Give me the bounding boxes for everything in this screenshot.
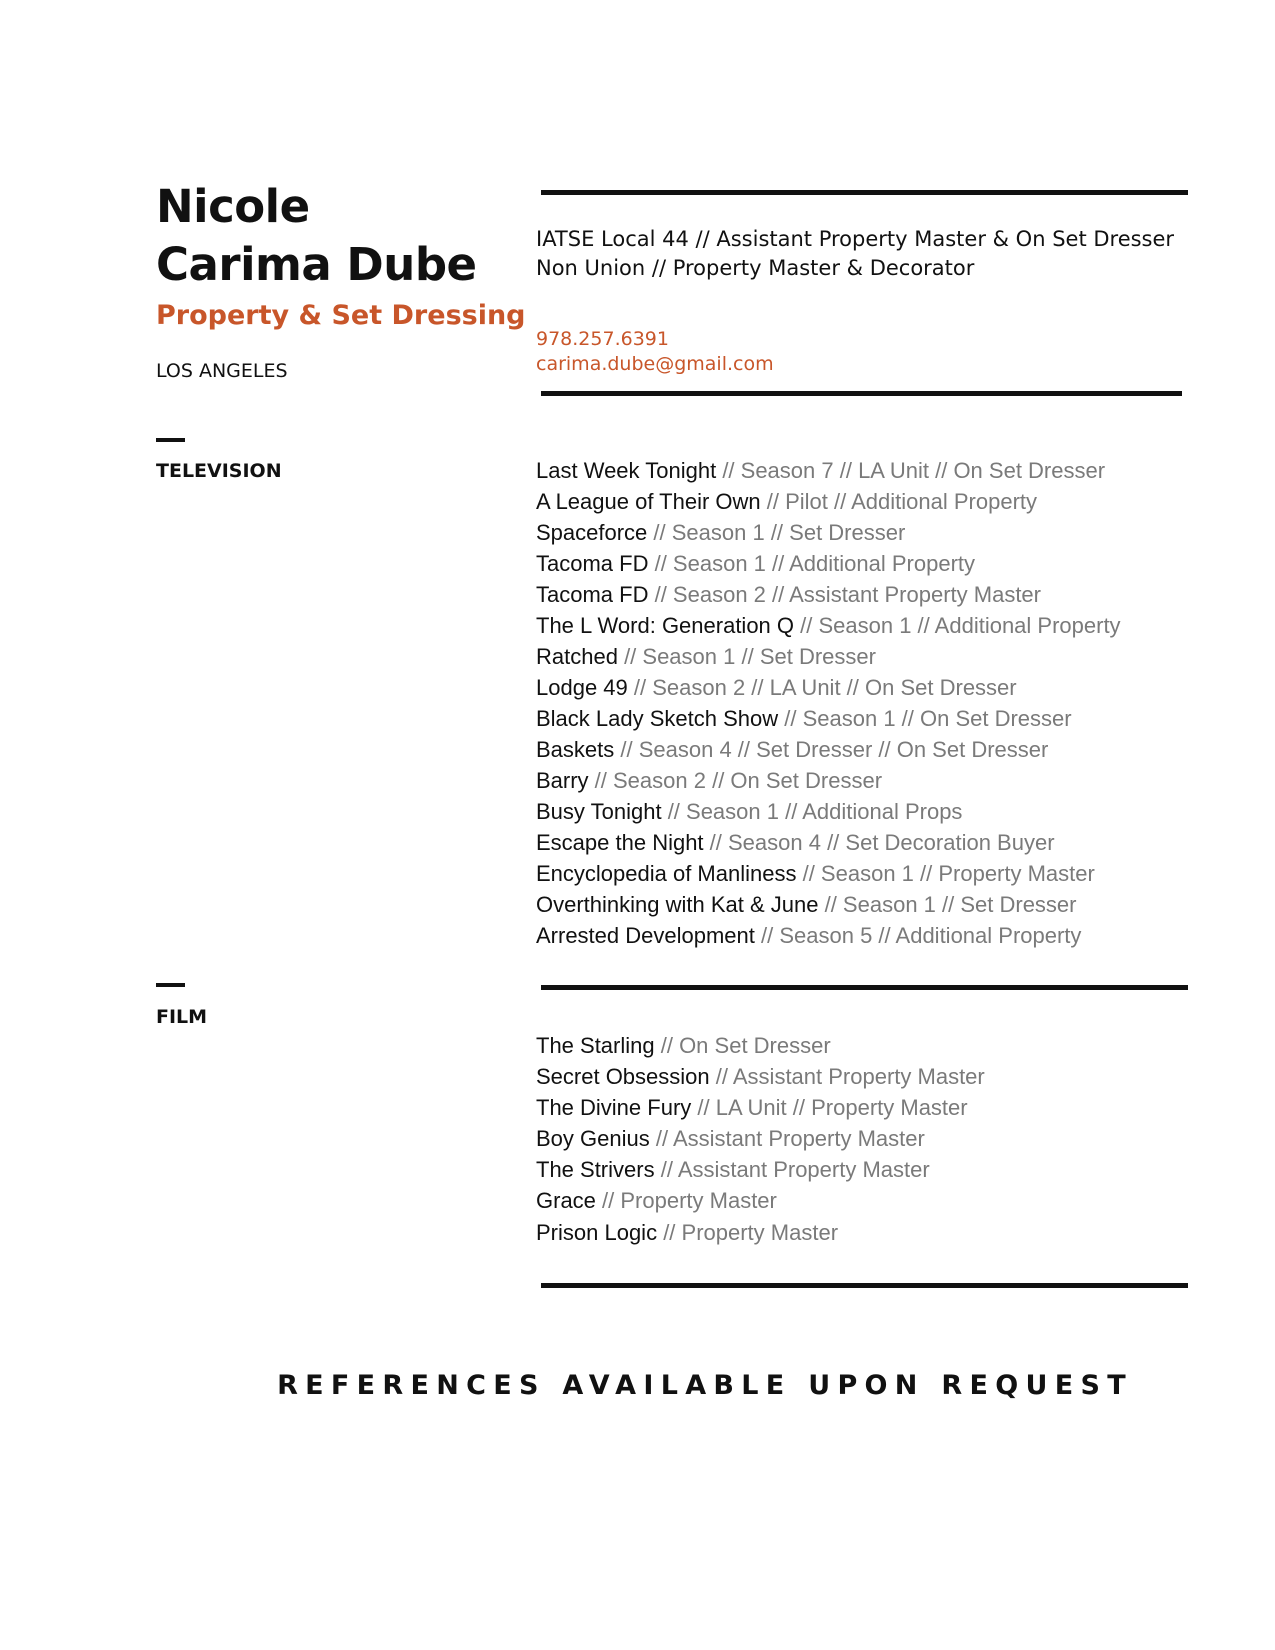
- film-credit-title: Grace: [536, 1188, 596, 1214]
- television-credit: [536, 889, 1121, 920]
- television-credit: [536, 765, 1121, 796]
- television-credit-detail: // Season 2 // On Set Dresser: [588, 768, 883, 793]
- television-credit-detail: // Season 1 // Additional Props: [661, 799, 963, 824]
- film-credit: [536, 1217, 985, 1248]
- television-section-marker: [156, 438, 185, 442]
- film-section-marker: [156, 983, 185, 987]
- film-credit-title: Secret Obsession: [536, 1064, 710, 1090]
- film-credit-title: Boy Genius: [536, 1126, 650, 1152]
- television-credit: [536, 579, 1121, 610]
- film-credit: [536, 1185, 985, 1216]
- location: LOS ANGELES: [156, 360, 288, 382]
- television-credit: [536, 703, 1121, 734]
- contact-phone: 978.257.6391: [536, 328, 669, 350]
- film-credit: [536, 1092, 985, 1123]
- affiliation-non-union: Non Union // Property Master & Decorator: [536, 256, 975, 280]
- television-credit-detail: // Season 2 // Assistant Property Master: [648, 582, 1041, 607]
- television-credit: [536, 641, 1121, 672]
- television-credit-detail: // Season 1 // Additional Property: [648, 551, 976, 576]
- contact-email: carima.dube@gmail.com: [536, 353, 774, 375]
- affiliation-union: IATSE Local 44 // Assistant Property Master & On Set Dresser: [536, 227, 1175, 251]
- television-credits-list: [536, 455, 1121, 951]
- television-credit-detail: // Season 4 // Set Dresser // On Set Dresser: [614, 737, 1049, 762]
- television-credit-detail: // Season 5 // Additional Property: [754, 923, 1082, 948]
- film-credit-detail: // Assistant Property Master: [654, 1157, 930, 1183]
- film-credit-detail: // Assistant Property Master: [709, 1064, 985, 1090]
- television-credit-title: Black Lady Sketch Show: [536, 706, 779, 731]
- television-credit-detail: // Season 1 // On Set Dresser: [778, 706, 1072, 731]
- film-credits-list: [536, 1030, 985, 1248]
- television-credit-title: Baskets: [536, 737, 615, 762]
- television-credit-title: Ratched: [536, 644, 618, 669]
- television-credit: [536, 455, 1121, 486]
- television-credit-detail: // Season 7 // LA Unit // On Set Dresser: [716, 458, 1106, 483]
- television-credit-detail: // Season 1 // Property Master: [796, 861, 1095, 886]
- television-bottom-rule: [541, 985, 1188, 990]
- television-credit-title: Busy Tonight: [536, 799, 662, 824]
- television-credit-title: Barry: [536, 768, 589, 793]
- television-credit: [536, 827, 1121, 858]
- name-first: Nicole: [156, 180, 310, 233]
- television-credit: [536, 858, 1121, 889]
- film-credit-detail: // Property Master: [595, 1188, 777, 1214]
- television-credit-title: Lodge 49: [536, 675, 628, 700]
- television-credit-title: Overthinking with Kat & June: [536, 892, 819, 917]
- name-last: Carima Dube: [156, 238, 477, 291]
- television-credit: [536, 517, 1121, 548]
- television-credit-title: A League of Their Own: [536, 489, 761, 514]
- television-credit: [536, 920, 1121, 951]
- television-credit: [536, 734, 1121, 765]
- television-credit-title: Encyclopedia of Manliness: [536, 861, 797, 886]
- film-credit: [536, 1123, 985, 1154]
- television-credit-detail: // Season 1 // Set Dresser: [617, 644, 876, 669]
- television-credit: [536, 486, 1121, 517]
- film-credit-detail: // Property Master: [657, 1219, 839, 1245]
- film-credit: [536, 1154, 985, 1185]
- film-credit-detail: // Assistant Property Master: [649, 1126, 925, 1152]
- television-credit-title: Last Week Tonight: [536, 458, 717, 483]
- header-bottom-rule: [541, 391, 1182, 396]
- film-credit-detail: // LA Unit // Property Master: [691, 1095, 968, 1121]
- references-note: REFERENCES AVAILABLE UPON REQUEST: [277, 1370, 1133, 1401]
- film-credit: [536, 1030, 985, 1061]
- television-credit-detail: // Season 2 // LA Unit // On Set Dresser: [627, 675, 1017, 700]
- television-credit: [536, 672, 1121, 703]
- film-section-label: FILM: [156, 1006, 208, 1028]
- television-section-label: TELEVISION: [156, 460, 282, 482]
- television-credit-detail: // Season 1 // Set Dresser: [647, 520, 906, 545]
- television-credit: [536, 610, 1121, 641]
- television-credit-detail: // Season 1 // Additional Property: [794, 613, 1121, 638]
- top-rule: [541, 190, 1188, 195]
- film-bottom-rule: [541, 1283, 1188, 1288]
- film-credit-title: Prison Logic: [536, 1219, 658, 1245]
- television-credit-detail: // Season 1 // Set Dresser: [818, 892, 1077, 917]
- television-credit-title: Spaceforce: [536, 520, 648, 545]
- television-credit-title: Tacoma FD: [536, 582, 649, 607]
- film-credit-title: The Divine Fury: [536, 1095, 692, 1121]
- television-credit-title: Arrested Development: [536, 923, 755, 948]
- film-credit-title: The Strivers: [536, 1157, 655, 1183]
- television-credit-title: The L Word: Generation Q: [536, 613, 795, 638]
- television-credit-detail: // Season 4 // Set Decoration Buyer: [703, 830, 1055, 855]
- television-credit-title: Escape the Night: [536, 830, 704, 855]
- film-credit-title: The Starling: [536, 1033, 655, 1058]
- film-credit-detail: // On Set Dresser: [654, 1033, 831, 1058]
- television-credit-detail: // Pilot // Additional Property: [760, 489, 1038, 514]
- television-credit-title: Tacoma FD: [536, 551, 649, 576]
- television-credit: [536, 796, 1121, 827]
- television-credit: [536, 548, 1121, 579]
- film-credit: [536, 1061, 985, 1092]
- professional-title: Property & Set Dressing: [156, 300, 526, 331]
